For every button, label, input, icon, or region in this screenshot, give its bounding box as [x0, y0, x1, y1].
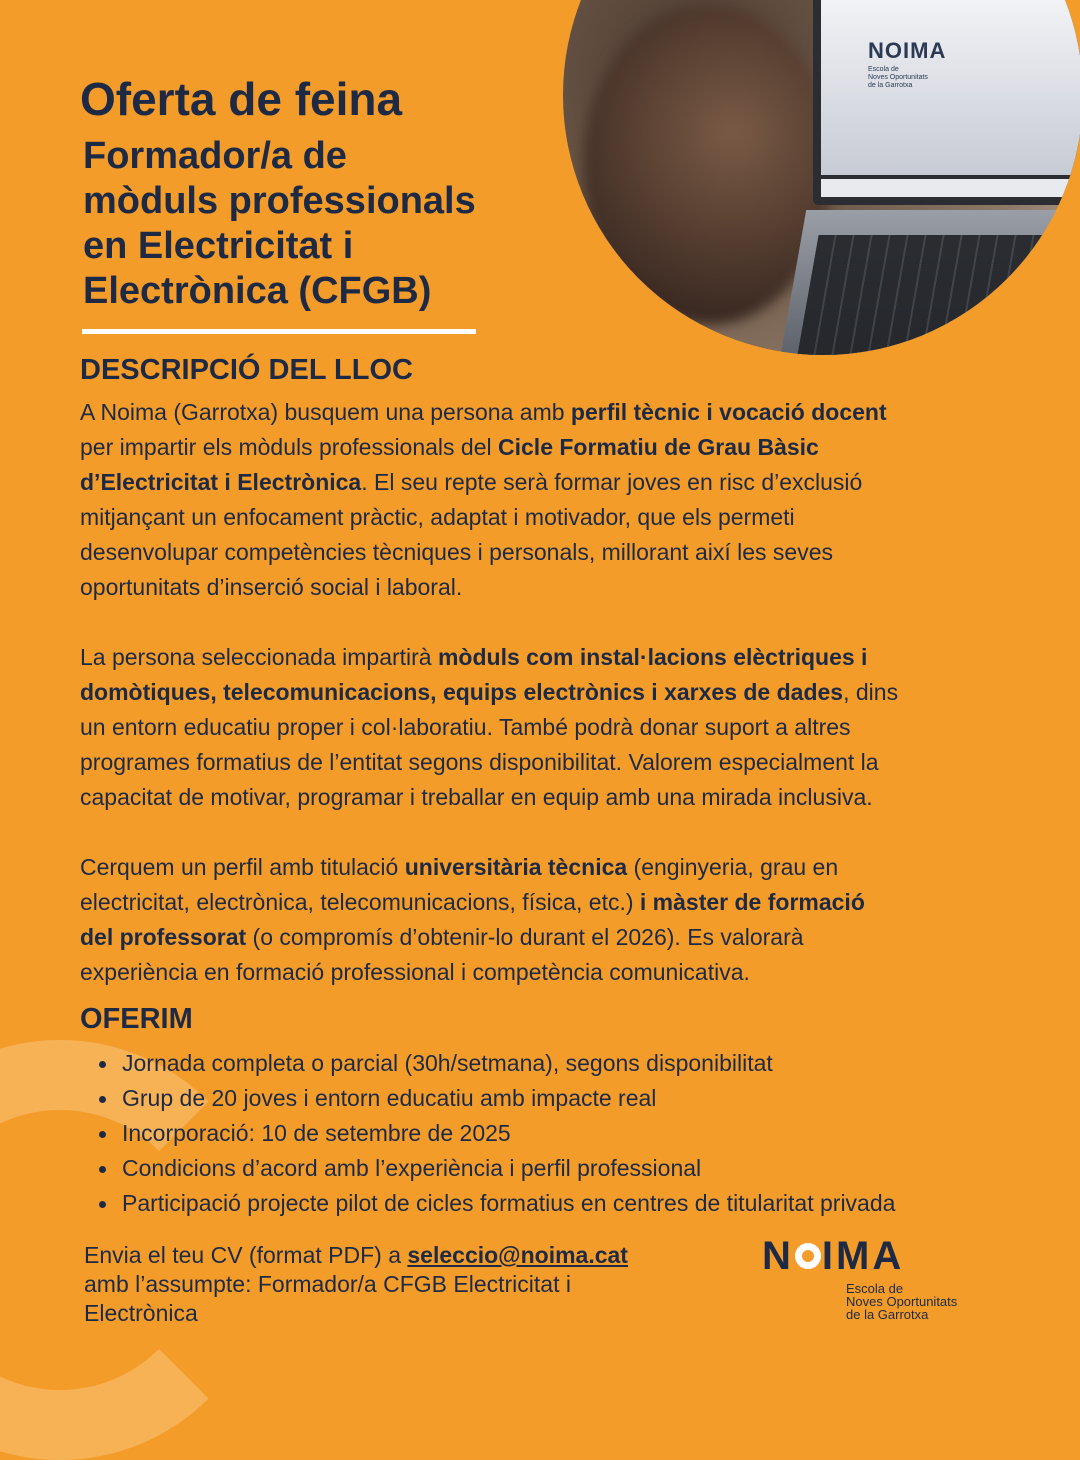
- title-divider: [82, 329, 476, 334]
- screen-logo-tagline: Escola de Noves Oportunitats de la Garrotxa: [868, 66, 928, 89]
- logo-o-ring-icon: [795, 1243, 821, 1269]
- header-photo: [563, 0, 1080, 355]
- laptop-screen: [813, 0, 1080, 205]
- screen-logo: NOIMA: [868, 38, 947, 63]
- description-paragraph-2: La persona seleccionada impartirà mòduls com instal·lacions elèctriques i domòtiques, telecomunicacions, equips electrònics i xarxes de dades, dins un entorn educatiu proper i col·laboratiu. També podrà donar suport a altres programes formatius de l’entitat segons disponibilitat. Valorem especialment la capacitat de motivar, programar i treballar en equip amb una mirada inclusiva.: [80, 644, 899, 810]
- list-item: Jornada completa o parcial (30h/setmana), segons disponibilitat: [80, 1046, 895, 1081]
- job-title: Formador/a de mòduls professionals en Electricitat i Electrònica (CFGB): [83, 135, 476, 312]
- offer-heading: OFERIM: [80, 1003, 193, 1035]
- apply-instructions: Envia el teu CV (format PDF) a seleccio@noima.cat amb l’assumpte: Formador/a CFGB Electricitat i Electrònica: [84, 1242, 628, 1326]
- laptop-keyboard: [797, 235, 1080, 355]
- noima-logo: [762, 1236, 957, 1321]
- list-item: Incorporació: 10 de setembre de 2025: [80, 1116, 895, 1151]
- logo-wordmark: N IMA: [762, 1234, 905, 1278]
- description-paragraph-3: Cerquem un perfil amb titulació universitària tècnica (enginyeria, grau en electricitat, electrònica, telecomunicacions, física, etc.) i màster de formació del professorat (o compromís d’obtenir-lo durant el 2026). Es valorarà experiència en formació professional i competència comunicativa.: [80, 854, 865, 985]
- list-item: Participació projecte pilot de cicles formatius en centres de titularitat privada: [80, 1186, 895, 1221]
- description-heading: DESCRIPCIÓ DEL LLOC: [80, 354, 413, 386]
- page-title: Oferta de feina: [80, 73, 403, 125]
- laptop-display: [821, 0, 1080, 175]
- screen-taskbar: [821, 179, 1080, 197]
- email-link[interactable]: seleccio@noima.cat: [407, 1242, 628, 1268]
- logo-tagline: Escola de Noves Oportunitats de la Garrotxa: [846, 1281, 958, 1322]
- offer-list: [80, 1046, 895, 1221]
- list-item: Condicions d’acord amb l’experiència i perfil professional: [80, 1151, 895, 1186]
- description-paragraph-1: A Noima (Garrotxa) busquem una persona amb perfil tècnic i vocació docent per impartir els mòduls professionals del Cicle Formatiu de Grau Bàsic d’Electricitat i Electrònica. El seu repte serà formar joves en risc d’exclusió mitjançant un enfocament pràctic, adaptat i motivador, que els permeti desenvolupar competències tècniques i personals, millorant així les seves oportunitats d’inserció social i laboral.: [80, 399, 887, 600]
- list-item: Grup de 20 joves i entorn educatiu amb impacte real: [80, 1081, 895, 1116]
